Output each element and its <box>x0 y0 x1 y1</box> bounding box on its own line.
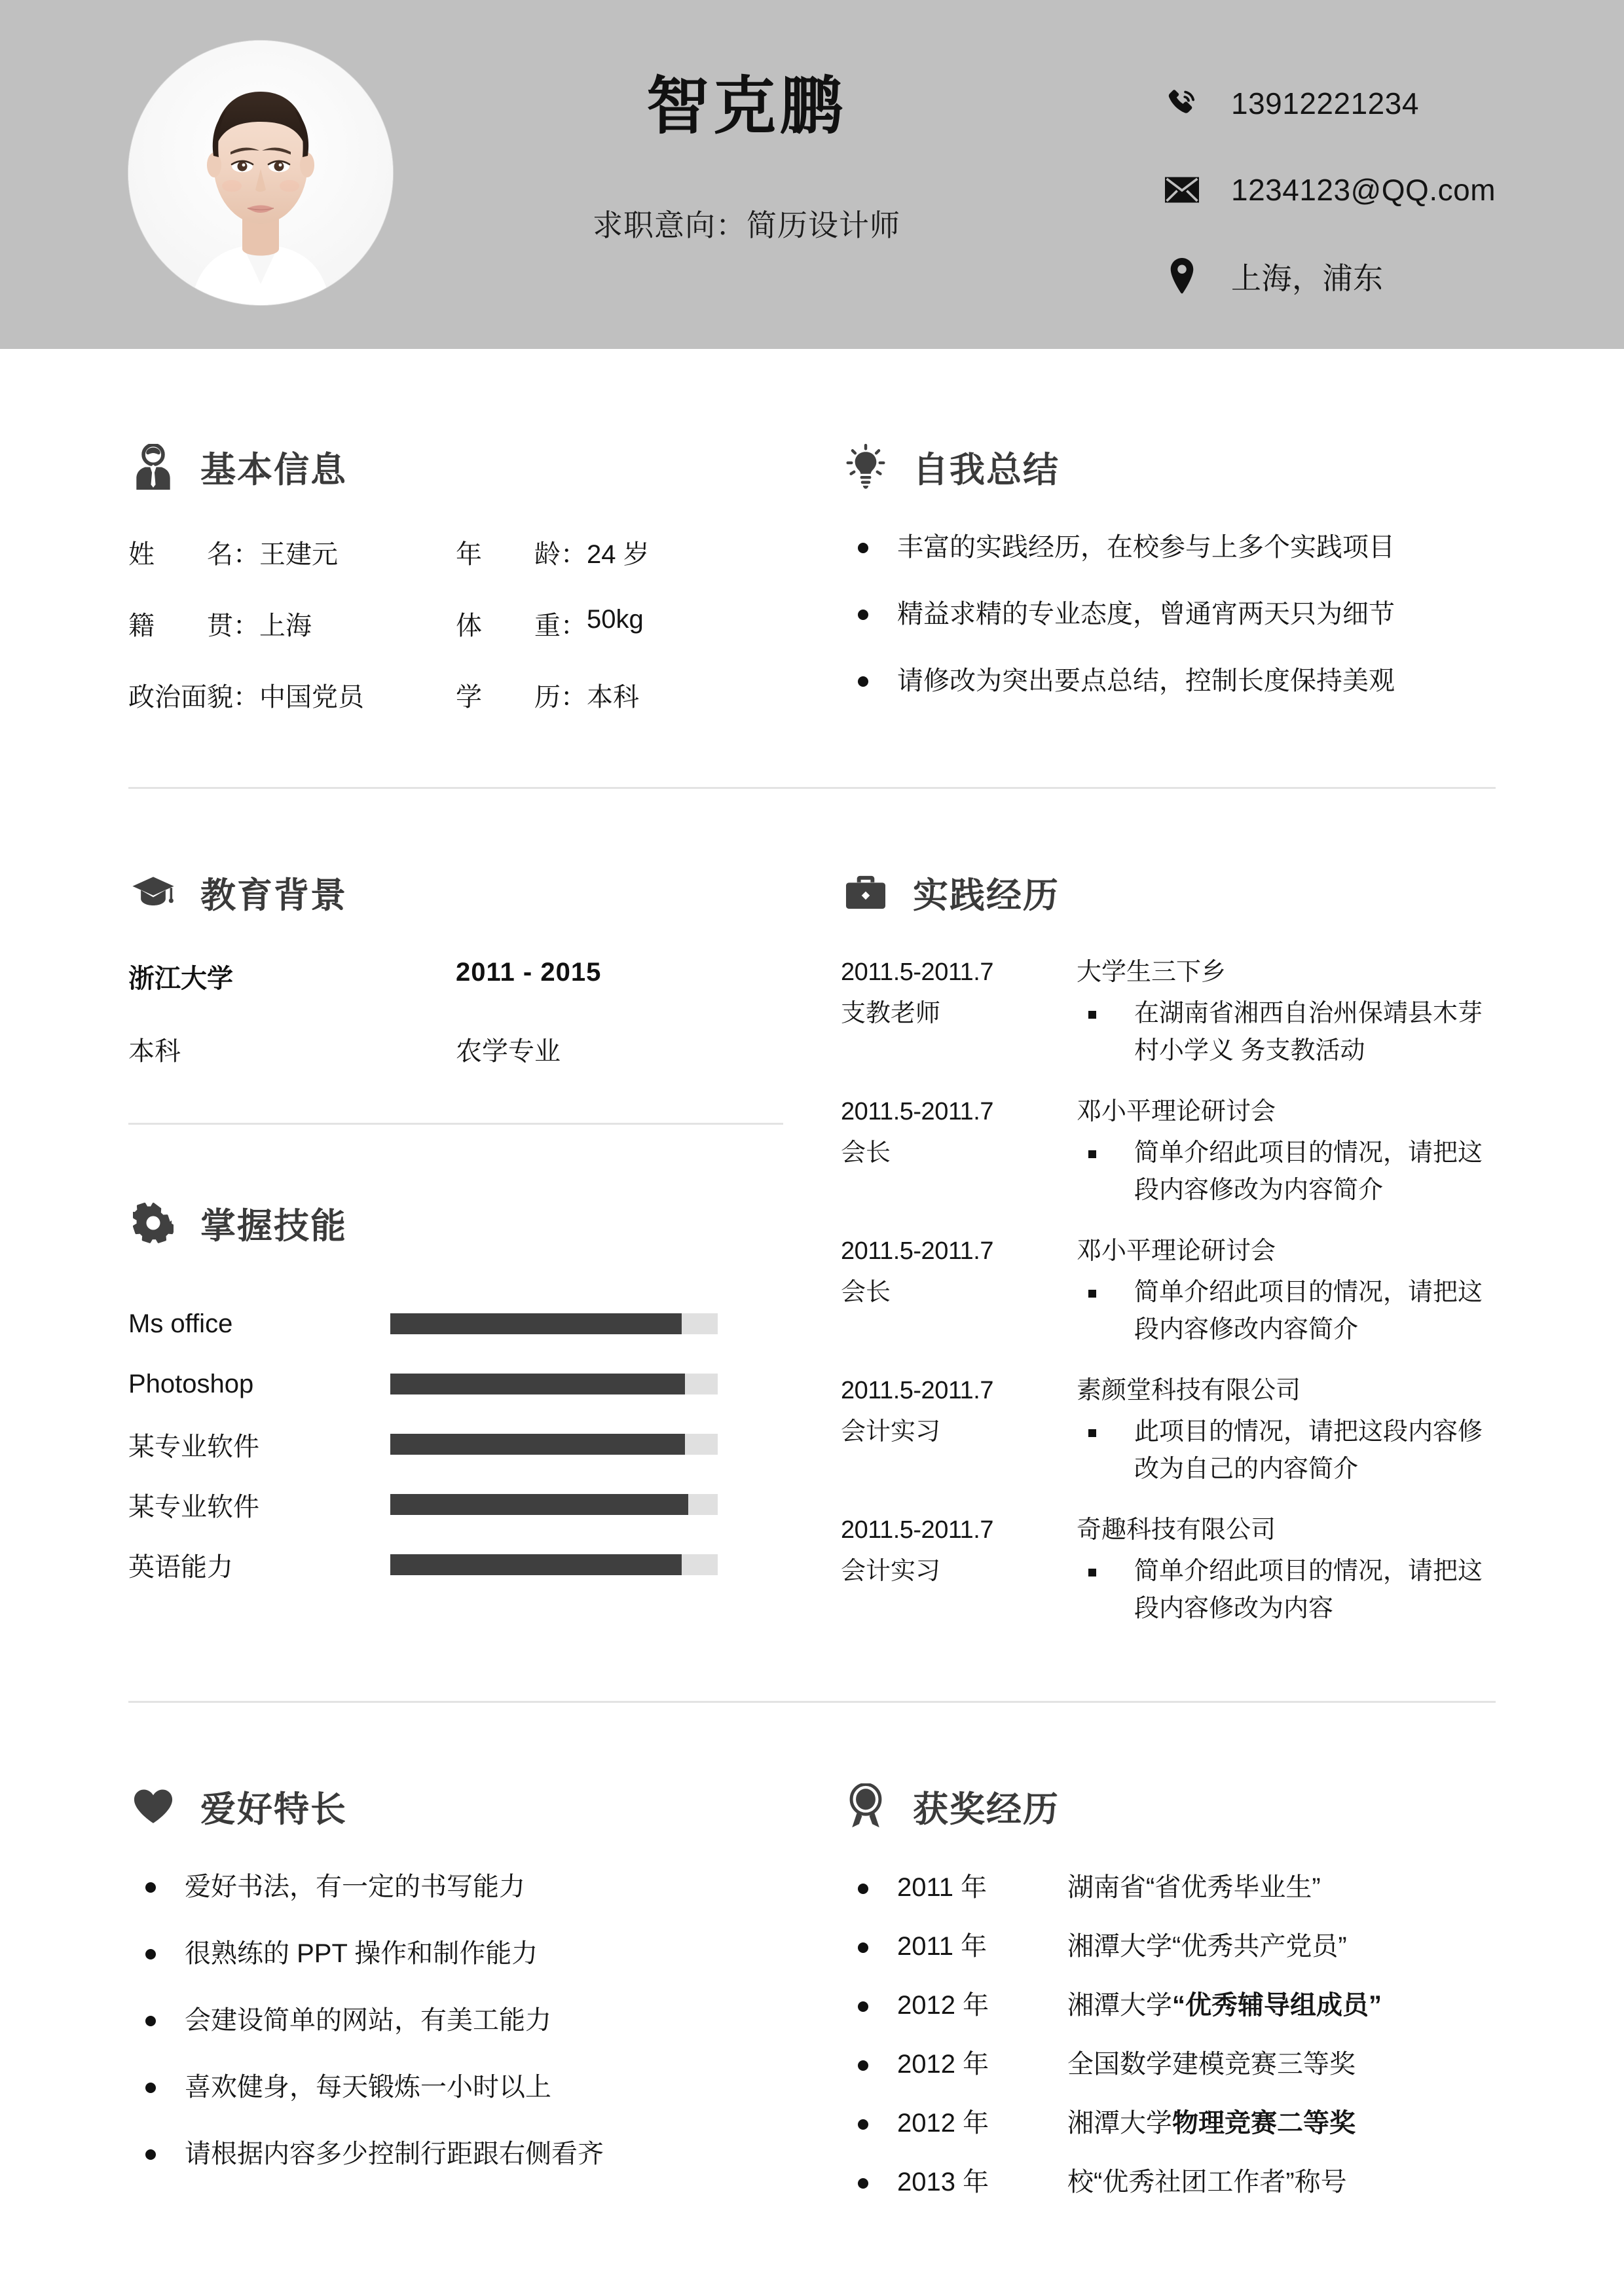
phone-number: 13912221234 <box>1231 86 1419 120</box>
bullet-dot-icon <box>858 2119 868 2130</box>
location-pin-icon <box>1159 253 1205 299</box>
experience-role: 会计实习 <box>841 1418 941 1446</box>
list-item <box>128 1869 822 1904</box>
skill-progress-track <box>390 1494 718 1515</box>
award-year: 2012 年 <box>897 1991 989 2020</box>
contact-location <box>1159 245 1496 308</box>
education-years: 2011 - 2015 <box>456 958 602 987</box>
award-text-normal: 湘潭大学“优秀共产党员” <box>1067 1932 1347 1961</box>
header-identity <box>419 72 1074 245</box>
info-field <box>456 676 822 714</box>
hobbies-heading <box>128 1774 822 1839</box>
experience-desc: 简单介绍此项目的情况，请把这段内容修改内容简介 <box>1134 1279 1483 1343</box>
award-text-bold: 物理竞赛二等奖 <box>1172 2109 1356 2138</box>
experience-list <box>841 954 1496 1628</box>
info-label: 年 龄： <box>456 540 587 569</box>
gear-icon <box>128 1198 178 1248</box>
experience-item <box>841 1093 1496 1209</box>
award-text-normal: 全国数学建模竞赛三等奖 <box>1067 2050 1356 2079</box>
award-text <box>1067 2047 1496 2081</box>
experience-desc-row <box>1077 1413 1496 1488</box>
skill-name: Photoshop <box>128 1369 254 1398</box>
info-value: 王建元 <box>259 540 338 569</box>
list-item <box>841 663 1496 699</box>
email-address: 1234123@QQ.com <box>1231 173 1496 207</box>
hobbies-title: 爱好特长 <box>200 1789 347 1829</box>
bullet-dot-icon <box>145 2083 156 2093</box>
experience-meta <box>841 1372 1077 1488</box>
skill-name: 某专业软件 <box>128 1432 259 1461</box>
experience-item <box>841 1372 1496 1488</box>
list-item <box>128 2003 822 2038</box>
skill-progress-track <box>390 1434 718 1455</box>
experience-desc-row <box>1077 1274 1496 1349</box>
left-column <box>128 860 822 1628</box>
hobby-item-text: 会建设简单的网站，有美工能力 <box>185 2006 551 2035</box>
skill-name: 英语能力 <box>128 1552 233 1582</box>
skill-progress-track <box>390 1374 718 1394</box>
info-label: 体 重： <box>456 611 587 640</box>
section-basic-info <box>128 434 822 714</box>
bullet-dot-icon <box>858 2178 868 2189</box>
awards-list <box>841 1870 1496 2199</box>
award-year: 2011 年 <box>897 1932 987 1961</box>
award-year: 2011 年 <box>897 1873 987 1902</box>
experience-meta <box>841 1233 1077 1349</box>
summary-item-text: 精益求精的专业态度，曾通宵两天只为细节 <box>897 600 1395 629</box>
bullet-dot-icon <box>145 1882 156 1893</box>
award-text <box>1067 1988 1496 2022</box>
section-self-summary <box>841 434 1496 714</box>
list-item <box>128 2136 822 2172</box>
contact-phone <box>1159 72 1496 135</box>
location-text: 上海，浦东 <box>1231 261 1384 295</box>
experience-body <box>1077 1093 1496 1209</box>
bullet-dot-icon <box>858 1884 868 1894</box>
hobby-item-text: 喜欢健身，每天锻炼一小时以上 <box>185 2073 551 2102</box>
experience-heading <box>841 860 1496 925</box>
experience-desc-row <box>1077 1135 1496 1209</box>
skills-title: 掌握技能 <box>200 1206 347 1246</box>
award-text-normal: 湘潭大学 <box>1067 1991 1172 2020</box>
basic-info-title: 基本信息 <box>200 450 347 490</box>
bullet-square-icon <box>1088 1569 1096 1576</box>
section-skills <box>128 1190 822 1595</box>
info-field <box>128 534 456 571</box>
info-field <box>456 605 822 642</box>
award-year: 2012 年 <box>897 2109 989 2138</box>
experience-body <box>1077 1233 1496 1349</box>
job-objective: 求职意向：简历设计师 <box>593 208 900 242</box>
experience-period: 2011.5-2011.7 <box>841 1377 993 1404</box>
summary-item-text: 请修改为突出要点总结，控制长度保持美观 <box>897 666 1395 695</box>
skills-heading <box>128 1190 822 1256</box>
award-text-normal: 湘潭大学 <box>1067 2109 1172 2138</box>
portrait-photo <box>128 41 393 305</box>
skill-progress-fill <box>390 1313 682 1334</box>
skill-progress-fill <box>390 1494 688 1515</box>
award-row <box>841 2047 1496 2081</box>
skill-progress-fill <box>390 1434 685 1455</box>
list-item <box>128 2069 822 2105</box>
skill-progress-track <box>390 1554 718 1575</box>
info-value: 本科 <box>587 683 639 712</box>
mail-icon <box>1159 167 1205 213</box>
experience-item <box>841 1233 1496 1349</box>
list-item <box>841 530 1496 565</box>
experience-meta <box>841 1512 1077 1628</box>
award-row <box>841 1870 1496 1904</box>
experience-title: 实践经历 <box>913 875 1060 915</box>
experience-role: 会长 <box>841 1279 891 1306</box>
skill-progress-fill <box>390 1554 682 1575</box>
hobby-item-text: 爱好书法，有一定的书写能力 <box>185 1872 525 1901</box>
experience-desc: 简单介绍此项目的情况，请把这段内容修改为内容 <box>1134 1558 1483 1622</box>
experience-org: 大学生三下乡 <box>1077 958 1227 986</box>
experience-period: 2011.5-2011.7 <box>841 958 993 986</box>
award-text-normal: 湖南省“省优秀毕业生” <box>1067 1873 1321 1902</box>
education-title: 教育背景 <box>200 875 347 915</box>
awards-title: 获奖经历 <box>913 1789 1060 1829</box>
list-item <box>128 1936 822 1971</box>
info-value: 中国党员 <box>259 683 364 712</box>
info-value: 上海 <box>259 611 312 640</box>
heart-icon <box>128 1781 178 1831</box>
bullet-square-icon <box>1088 1290 1096 1298</box>
avatar <box>128 41 393 305</box>
summary-list <box>841 530 1496 699</box>
experience-item <box>841 954 1496 1070</box>
section-hobbies <box>128 1774 822 2199</box>
award-row <box>841 2106 1496 2140</box>
info-label: 学 历： <box>456 683 587 712</box>
education-degree: 本科 <box>128 1037 181 1066</box>
experience-body <box>1077 1512 1496 1628</box>
award-text <box>1067 2106 1496 2140</box>
list-item <box>841 596 1496 632</box>
info-field <box>128 676 456 714</box>
resume-body <box>0 349 1624 2199</box>
bullet-dot-icon <box>858 676 868 687</box>
bullet-dot-icon <box>145 2016 156 2026</box>
experience-role: 会计实习 <box>841 1558 941 1585</box>
award-year: 2013 年 <box>897 2168 989 2196</box>
phone-icon <box>1159 81 1205 126</box>
info-value: 50kg <box>587 605 644 634</box>
skills-list <box>128 1294 822 1595</box>
bullet-dot-icon <box>858 2001 868 2012</box>
briefcase-icon <box>841 867 891 917</box>
education-major: 农学专业 <box>456 1037 561 1066</box>
award-row <box>841 1988 1496 2022</box>
experience-desc: 在湖南省湘西自治州保靖县木芽村小学义 务支教活动 <box>1134 1000 1483 1065</box>
person-tie-icon <box>128 442 178 492</box>
resume-header <box>0 0 1624 349</box>
award-text <box>1067 2165 1496 2199</box>
experience-meta <box>841 954 1077 1070</box>
bullet-dot-icon <box>858 543 868 553</box>
bullet-square-icon <box>1088 1429 1096 1437</box>
experience-body <box>1077 954 1496 1070</box>
experience-desc: 此项目的情况，请把这段内容修改为自己的内容简介 <box>1134 1418 1483 1483</box>
row-hobbies-awards <box>0 1774 1624 2199</box>
summary-heading <box>841 434 1496 500</box>
award-text <box>1067 1870 1496 1904</box>
basic-info-grid <box>128 534 822 714</box>
education-grid <box>128 958 822 1068</box>
award-text-bold: “优秀辅导组成员” <box>1172 1991 1382 2020</box>
contact-list <box>1159 72 1496 308</box>
skill-row <box>128 1294 822 1354</box>
experience-item <box>841 1512 1496 1628</box>
row-education-experience <box>0 860 1624 1628</box>
experience-desc: 简单介绍此项目的情况，请把这段内容修改为内容简介 <box>1134 1139 1483 1204</box>
skill-row <box>128 1354 822 1414</box>
skill-row <box>128 1414 822 1474</box>
bullet-square-icon <box>1088 1150 1096 1158</box>
hobbies-list <box>128 1869 822 2172</box>
summary-item-text: 丰富的实践经历，在校参与上多个实践项目 <box>897 533 1395 562</box>
bullet-square-icon <box>1088 1011 1096 1019</box>
award-year: 2012 年 <box>897 2050 989 2079</box>
info-value: 24 岁 <box>587 540 650 569</box>
experience-period: 2011.5-2011.7 <box>841 1516 993 1544</box>
info-label: 籍 贯： <box>128 611 259 640</box>
award-row <box>841 2165 1496 2199</box>
skill-progress-fill <box>390 1374 685 1394</box>
skill-row <box>128 1474 822 1535</box>
education-heading <box>128 860 822 925</box>
bullet-dot-icon <box>858 2060 868 2071</box>
experience-org: 邓小平理论研讨会 <box>1077 1237 1276 1265</box>
contact-email <box>1159 158 1496 221</box>
award-row <box>841 1929 1496 1963</box>
bullet-dot-icon <box>858 1942 868 1953</box>
award-text <box>1067 1929 1496 1963</box>
skill-progress-track <box>390 1313 718 1334</box>
experience-body <box>1077 1372 1496 1488</box>
experience-org: 素颜堂科技有限公司 <box>1077 1377 1301 1404</box>
section-education <box>128 860 822 1068</box>
education-school: 浙江大学 <box>128 964 233 993</box>
experience-org: 邓小平理论研讨会 <box>1077 1098 1276 1125</box>
hobby-item-text: 请根据内容多少控制行距跟右侧看齐 <box>185 2140 604 2168</box>
awards-heading <box>841 1774 1496 1839</box>
experience-desc-row <box>1077 1553 1496 1628</box>
graduation-cap-icon <box>128 867 178 917</box>
experience-role: 支教老师 <box>841 1000 941 1027</box>
experience-role: 会长 <box>841 1139 891 1167</box>
hobby-item-text: 很熟练的 PPT 操作和制作能力 <box>185 1939 538 1968</box>
bullet-dot-icon <box>145 2149 156 2160</box>
info-label: 政治面貌： <box>128 683 259 712</box>
summary-title: 自我总结 <box>913 450 1060 490</box>
info-field <box>456 534 822 571</box>
experience-period: 2011.5-2011.7 <box>841 1237 993 1265</box>
skill-row <box>128 1535 822 1595</box>
skill-name: 某专业软件 <box>128 1492 259 1522</box>
award-ribbon-icon <box>841 1781 891 1831</box>
row-basic-summary <box>0 434 1624 714</box>
bullet-dot-icon <box>858 610 868 620</box>
award-text-normal: 校“优秀社团工作者”称号 <box>1067 2168 1347 2196</box>
basic-info-heading <box>128 434 822 500</box>
experience-period: 2011.5-2011.7 <box>841 1098 993 1125</box>
skill-name: Ms office <box>128 1309 233 1338</box>
person-name: 智克鹏 <box>646 71 847 141</box>
section-experience <box>841 860 1496 1628</box>
experience-org: 奇趣科技有限公司 <box>1077 1516 1276 1544</box>
lightbulb-icon <box>841 442 891 492</box>
info-label: 姓 名： <box>128 540 259 569</box>
section-awards <box>841 1774 1496 2199</box>
bullet-dot-icon <box>145 1949 156 1959</box>
experience-desc-row <box>1077 995 1496 1070</box>
experience-meta <box>841 1093 1077 1209</box>
info-field <box>128 605 456 642</box>
